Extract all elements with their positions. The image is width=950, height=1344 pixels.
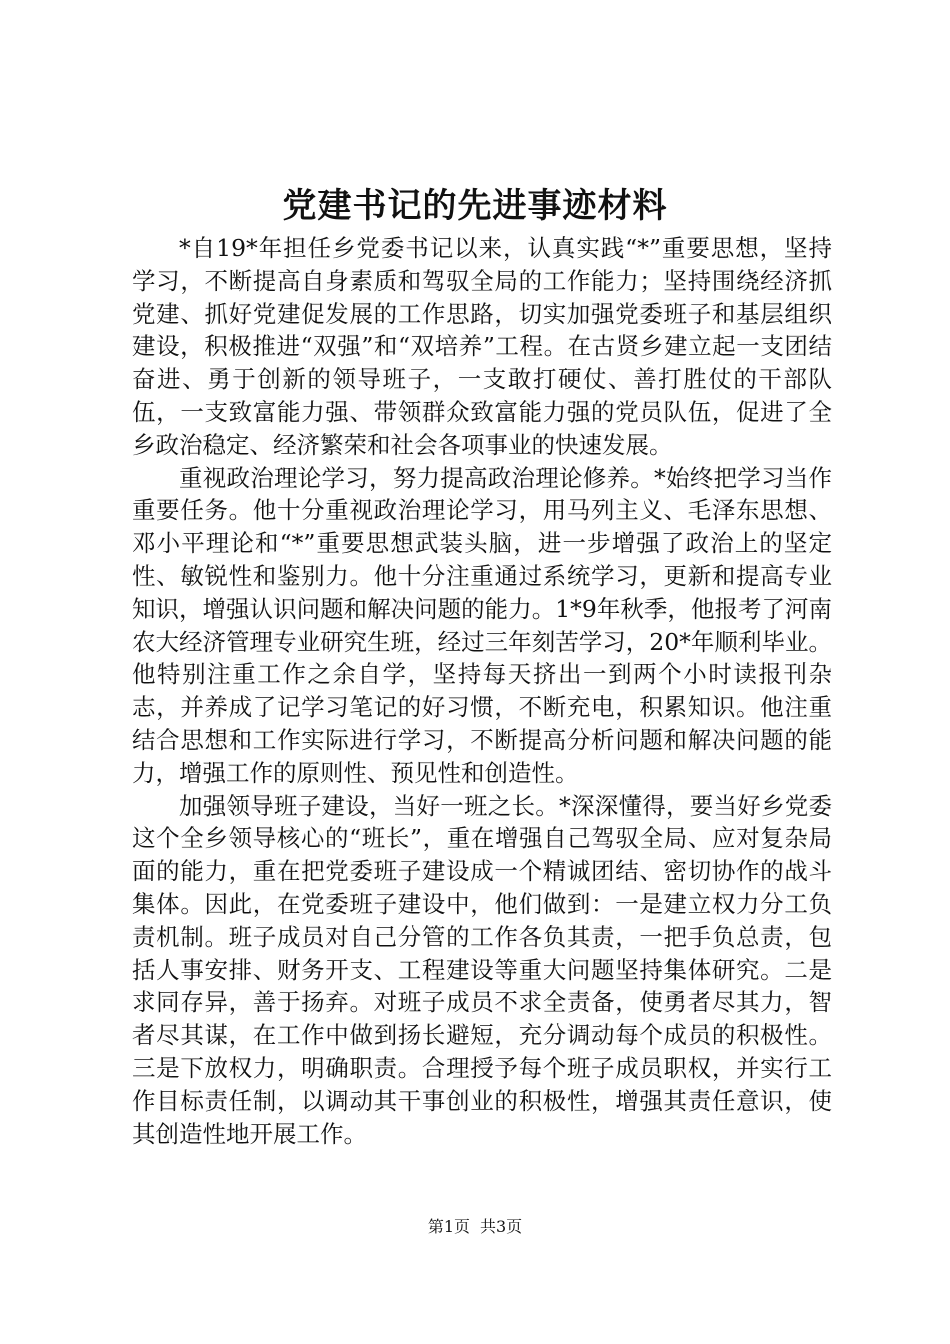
page-number-total: 共3页 xyxy=(480,1217,523,1236)
paragraph-leadership-team: 加强领导班子建设，当好一班之长。*深深懂得，要当好乡党委这个全乡领导核心的“班长”，重在增强自己驾驭全局、应对复杂局面的能力，重在把党委班子建设成一个精诚团结、密切协作的战斗集体。因此，在党委班子建设中，他们做到：一是建立权力分工负责机制。班子成员对自己分管的工作各负其责，一把手负总责，包括人事安排、财务开支、工程建设等重大问题坚持集体研究。二是求同存异，善于扬弃。对班子成员不求全责备，使勇者尽其力，智者尽其谋，在工作中做到扬长避短，充分调动每个成员的积极性。三是下放权力，明确职责。合理授予每个班子成员职权，并实行工作目标责任制，以调动其干事创业的积极性，增强其责任意识，使其创造性地开展工作。 xyxy=(132,791,832,1148)
page-footer xyxy=(0,1216,950,1238)
paragraph-intro: *自19*年担任乡党委书记以来，认真实践“*”重要思想，坚持学习，不断提高自身素质和驾驭全局的工作能力；坚持围绕经济抓党建、抓好党建促发展的工作思路，切实加强党委班子和基层组织建设，积极推进“双强”和“双培养”工程。在古贤乡建立起一支团结奋进、勇于创新的领导班子，一支敢打硬仗、善打胜仗的干部队伍，一支致富能力强、带领群众致富能力强的党员队伍，促进了全乡政治稳定、经济繁荣和社会各项事业的快速发展。 xyxy=(132,234,832,459)
document-body xyxy=(132,232,832,1150)
page-number-current: 第1页 xyxy=(427,1217,470,1236)
document-title: 党建书记的先进事迹材料 xyxy=(282,186,668,226)
paragraph-theory-study: 重视政治理论学习，努力提高政治理论修养。*始终把学习当作重要任务。他十分重视政治理论学习，用马列主义、毛泽东思想、邓小平理论和“*”重要思想武装头脑，进一步增强了政治上的坚定性、敏锐性和鉴别力。他十分注重通过系统学习，更新和提高专业知识，增强认识问题和解决问题的能力。1*9年秋季，他报考了河南农大经济管理专业研究生班，经过三年刻苦学习，20*年顺利毕业。他特别注重工作之余自学，坚持每天挤出一到两个小时读报刊杂志，并养成了记学习笔记的好习惯，不断充电，积累知识。他注重结合思想和工作实际进行学习，不断提高分析问题和解决问题的能力，增强工作的原则性、预见性和创造性。 xyxy=(132,463,832,787)
